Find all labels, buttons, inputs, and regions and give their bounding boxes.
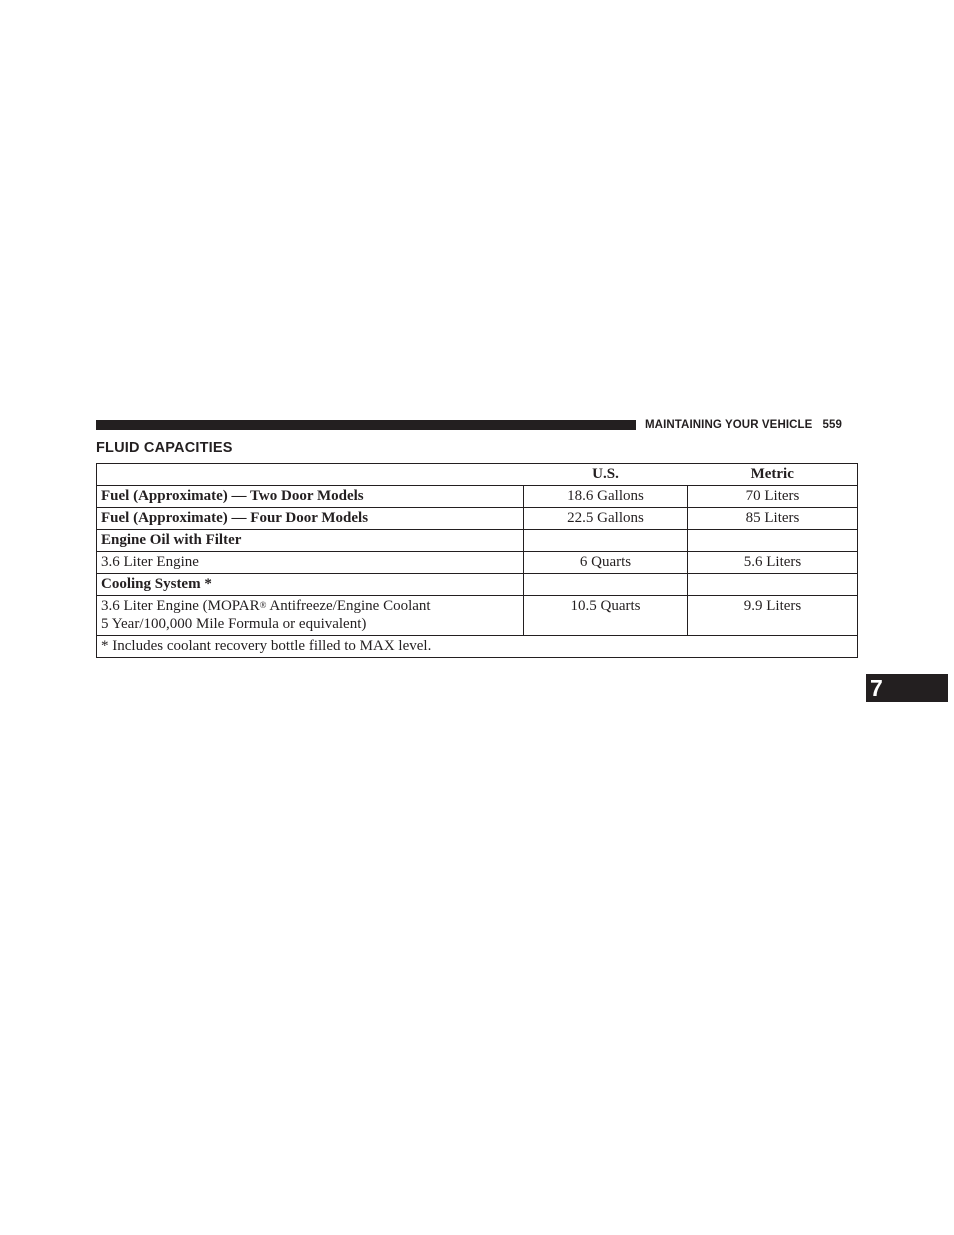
row-label-line-1 bbox=[101, 597, 519, 615]
row-metric-value: 85 Liters bbox=[688, 508, 858, 530]
section-title: FLUID CAPACITIES bbox=[96, 440, 233, 456]
row-us-value: 22.5 Gallons bbox=[524, 508, 688, 530]
row-label: Cooling System * bbox=[97, 574, 524, 596]
row-us-value: 6 Quarts bbox=[524, 552, 688, 574]
fluid-capacities-table bbox=[96, 463, 858, 658]
table-footnote-row bbox=[97, 636, 858, 658]
table-header-row bbox=[97, 464, 858, 486]
table-row bbox=[97, 486, 858, 508]
page-number: 559 bbox=[822, 419, 842, 431]
table-row bbox=[97, 552, 858, 574]
row-us-value bbox=[524, 574, 688, 596]
row-us-value: 18.6 Gallons bbox=[524, 486, 688, 508]
header-rule bbox=[96, 420, 636, 430]
column-header-item bbox=[97, 464, 524, 486]
row-metric-value: 70 Liters bbox=[688, 486, 858, 508]
table-row bbox=[97, 596, 858, 636]
row-label: 3.6 Liter Engine bbox=[97, 552, 524, 574]
row-us-value bbox=[524, 530, 688, 552]
table-row bbox=[97, 530, 858, 552]
row-label: Fuel (Approximate) — Four Door Models bbox=[97, 508, 524, 530]
running-head bbox=[645, 417, 860, 433]
column-header-metric: Metric bbox=[688, 464, 858, 486]
row-us-value: 10.5 Quarts bbox=[524, 596, 688, 636]
row-metric-value bbox=[688, 574, 858, 596]
row-label: Engine Oil with Filter bbox=[97, 530, 524, 552]
row-label: Fuel (Approximate) — Two Door Models bbox=[97, 486, 524, 508]
column-header-us: U.S. bbox=[524, 464, 688, 486]
chapter-tab: 7 bbox=[866, 674, 948, 702]
row-metric-value: 5.6 Liters bbox=[688, 552, 858, 574]
row-label-line-2: 5 Year/100,000 Mile Formula or equivalent) bbox=[101, 616, 367, 632]
table-row bbox=[97, 508, 858, 530]
row-metric-value: 9.9 Liters bbox=[688, 596, 858, 636]
row-metric-value bbox=[688, 530, 858, 552]
row-label-line-1-suffix: Antifreeze/Engine Coolant bbox=[266, 598, 431, 614]
table-footnote: * Includes coolant recovery bottle filled to MAX level. bbox=[97, 636, 858, 658]
row-label-line-1-prefix: 3.6 Liter Engine (MOPAR bbox=[101, 598, 260, 614]
table-row bbox=[97, 574, 858, 596]
registered-mark: ® bbox=[259, 600, 267, 610]
row-label bbox=[97, 596, 524, 636]
running-head-section: MAINTAINING YOUR VEHICLE bbox=[645, 419, 813, 431]
